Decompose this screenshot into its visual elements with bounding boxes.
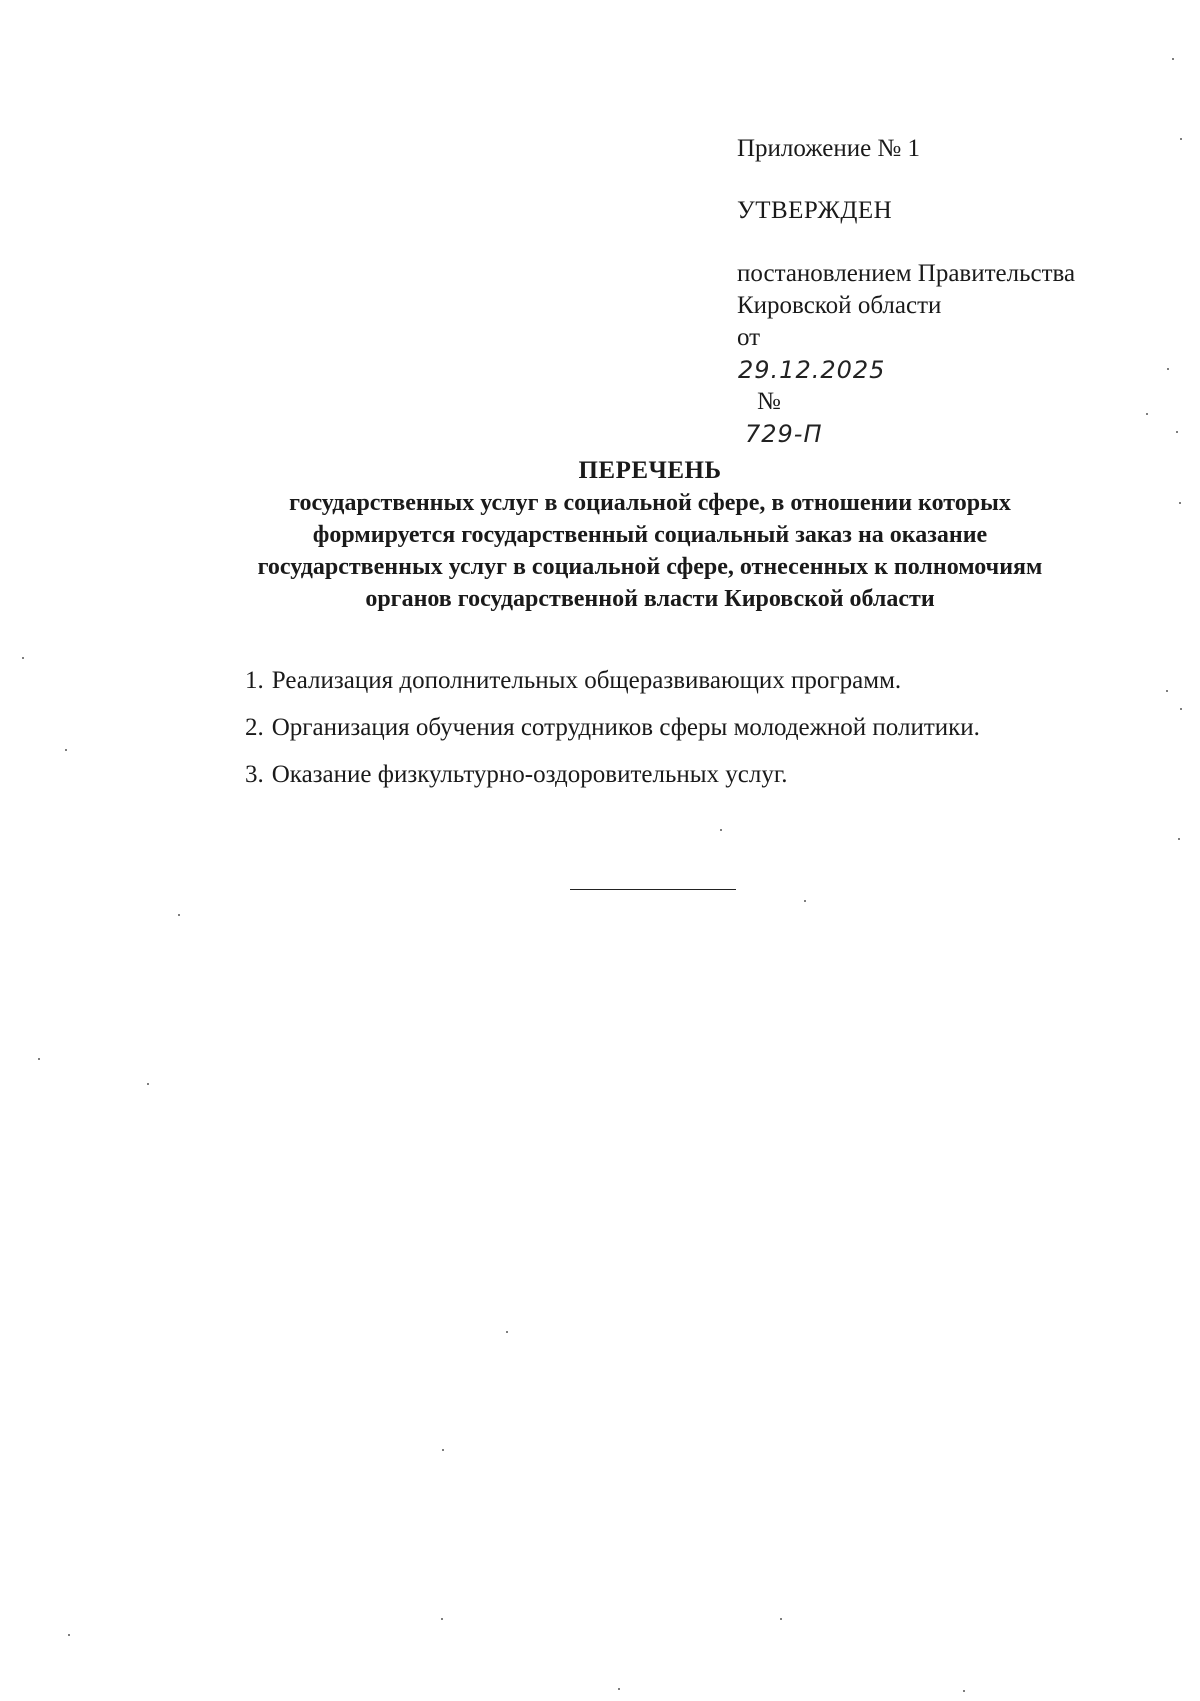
scan-speck — [1166, 690, 1168, 692]
scan-speck — [1180, 138, 1182, 140]
item-text: Оказание физкультурно-оздоровительных услуг. — [271, 761, 788, 788]
document-heading — [150, 455, 1150, 615]
scan-speck — [804, 900, 806, 902]
decree-reference — [737, 258, 1167, 448]
services-list — [245, 664, 1145, 805]
approval-block — [737, 133, 1167, 448]
scan-speck — [1178, 838, 1180, 840]
scan-speck — [1180, 708, 1182, 710]
list-item — [245, 664, 1145, 698]
item-text: Организация обучения сотрудников сферы молодежной политики. — [271, 714, 980, 741]
item-number: 2. — [245, 714, 264, 741]
scan-speck — [963, 1690, 965, 1692]
scan-speck — [147, 1083, 149, 1085]
scan-speck — [178, 914, 180, 916]
scan-speck — [506, 1331, 508, 1333]
document-subtitle — [150, 487, 1150, 615]
decree-line-1: постановлением Правительства — [737, 260, 1076, 287]
scan-speck — [1179, 502, 1181, 504]
date-prefix: от — [737, 324, 761, 351]
decree-line-2: Кировской области — [737, 292, 942, 319]
scan-speck — [22, 657, 24, 659]
scan-speck — [1167, 368, 1169, 370]
number-sign: № — [757, 388, 781, 415]
subtitle-line: государственных услуг в социальной сфере, в отношении которых — [289, 490, 1011, 516]
subtitle-line: формируется государственный социальный заказ на оказание — [312, 522, 988, 548]
decree-date-line — [737, 322, 1167, 448]
scan-speck — [68, 1634, 70, 1636]
document-title: ПЕРЕЧЕНЬ — [578, 457, 722, 484]
subtitle-line: государственных услуг в социальной сфере, отнесенных к полномочиям — [257, 554, 1043, 580]
scan-speck — [1146, 413, 1148, 415]
scan-speck — [1172, 58, 1174, 60]
scan-speck — [1176, 431, 1178, 433]
item-number: 3. — [245, 761, 264, 788]
scan-speck — [720, 829, 722, 831]
approved-label: УТВЕРЖДЕН — [737, 197, 893, 224]
scan-speck — [38, 1058, 40, 1060]
handwritten-date: 29.12.2025 — [738, 356, 886, 384]
scan-speck — [618, 1688, 620, 1690]
item-text: Реализация дополнительных общеразвивающих программ. — [271, 667, 902, 694]
scan-speck — [65, 749, 67, 751]
list-item — [245, 711, 1145, 745]
scan-speck — [780, 1618, 782, 1620]
closing-divider — [570, 889, 736, 890]
scan-speck — [441, 1618, 443, 1620]
subtitle-line: органов государственной власти Кировской области — [365, 586, 935, 612]
list-item — [245, 758, 1145, 792]
scan-speck — [442, 1449, 444, 1451]
item-number: 1. — [245, 667, 264, 694]
annex-label: Приложение № 1 — [737, 135, 921, 162]
handwritten-number: 729-П — [745, 420, 823, 448]
